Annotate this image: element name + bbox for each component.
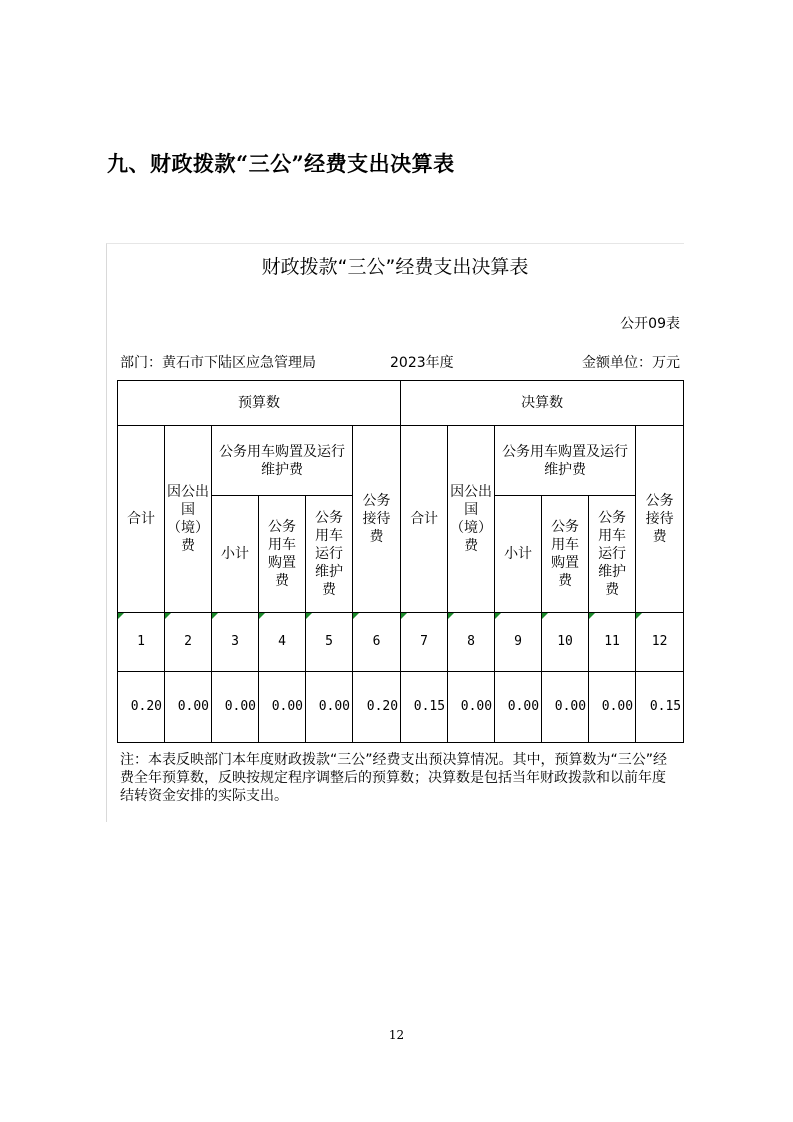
col-number-cell: 11: [589, 613, 636, 672]
fiscal-year: 2023年度: [390, 355, 454, 371]
value-row: [118, 672, 684, 743]
value-cell: 0.00: [542, 672, 589, 743]
value-cell: 0.00: [448, 672, 495, 743]
col-final-abroad: 因公出国（境）费: [448, 426, 495, 613]
col-budget-operation: 公务用车运行维护费: [306, 496, 353, 613]
amount-unit: 金额单位：万元: [582, 355, 680, 371]
col-number-cell: 12: [636, 613, 684, 672]
col-number-cell: 7: [401, 613, 448, 672]
col-final-subtotal: 小计: [495, 496, 542, 613]
table-code: 公开09表: [620, 316, 680, 332]
value-cell: 0.00: [495, 672, 542, 743]
col-budget-subtotal: 小计: [212, 496, 259, 613]
col-budget-reception: 公务接待费: [353, 426, 401, 613]
col-final-operation: 公务用车运行维护费: [589, 496, 636, 613]
group-final: 决算数: [401, 381, 684, 426]
value-cell: 0.00: [212, 672, 259, 743]
col-number-cell: 3: [212, 613, 259, 672]
col-final-purchase: 公务用车购置费: [542, 496, 589, 613]
page-number: 12: [388, 1028, 405, 1042]
col-number-cell: 2: [165, 613, 212, 672]
value-cell: 0.00: [259, 672, 306, 743]
column-header-row-1: [118, 426, 684, 496]
col-final-vehicle: 公务用车购置及运行维护费: [495, 426, 636, 496]
col-number-cell: 4: [259, 613, 306, 672]
col-final-total: 合计: [401, 426, 448, 613]
column-number-row: [118, 613, 684, 672]
value-cell: 0.00: [589, 672, 636, 743]
expense-table: [117, 380, 684, 743]
value-cell: 0.20: [353, 672, 401, 743]
col-budget-vehicle: 公务用车购置及运行维护费: [212, 426, 353, 496]
col-number-cell: 1: [118, 613, 165, 672]
value-cell: 0.20: [118, 672, 165, 743]
value-cell: 0.00: [306, 672, 353, 743]
page-heading: 九、财政拨款“三公”经费支出决算表: [107, 151, 455, 176]
value-cell: 0.00: [165, 672, 212, 743]
col-final-reception: 公务接待费: [636, 426, 684, 613]
value-cell: 0.15: [636, 672, 684, 743]
col-number-cell: 9: [495, 613, 542, 672]
col-number-cell: 5: [306, 613, 353, 672]
footnote: 注：本表反映部门本年度财政拨款“三公”经费支出预决算情况。其中，预算数为“三公”经费全年预算数，反映按规定程序调整后的预算数；决算数是包括当年财政拨款和以前年度结转资金安排的实际支出。: [120, 752, 668, 804]
col-budget-abroad: 因公出国（境）费: [165, 426, 212, 613]
sheet-title: 财政拨款“三公”经费支出决算表: [261, 256, 529, 278]
col-budget-total: 合计: [118, 426, 165, 613]
col-number-cell: 8: [448, 613, 495, 672]
value-cell: 0.15: [401, 672, 448, 743]
group-header-row: [118, 381, 684, 426]
department-label: 部门：黄石市下陆区应急管理局: [120, 355, 316, 371]
group-budget: 预算数: [118, 381, 401, 426]
col-number-cell: 10: [542, 613, 589, 672]
col-budget-purchase: 公务用车购置费: [259, 496, 306, 613]
col-number-cell: 6: [353, 613, 401, 672]
